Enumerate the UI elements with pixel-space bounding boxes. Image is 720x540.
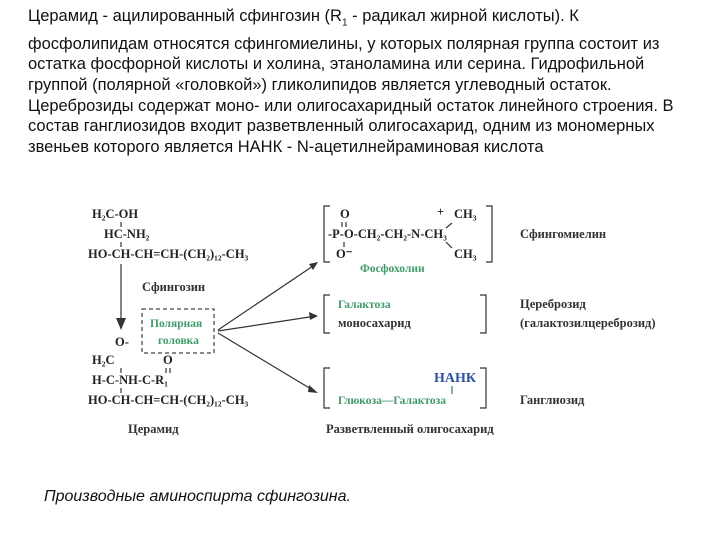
phosphocholine-main-line: -P-O-CH₂-CH₂-N-CH₃: [328, 227, 447, 241]
branched-oligosaccharide-label: Разветвленный олигосахарид: [326, 422, 494, 436]
phosphate-o-top: O: [340, 207, 350, 221]
phosphocholine-bracket-right: [486, 206, 492, 262]
galactose-label: Галактоза: [338, 299, 391, 311]
sphingosine-line-1: H₂C-OH: [92, 207, 139, 221]
nank-label: НАНК: [434, 371, 477, 386]
ceramide-line-bottom: HO-CH-CH=CH-(CH₂)₁₂-CH₃: [88, 393, 249, 407]
monosaccharide-label: моносахарид: [338, 316, 411, 330]
oligosaccharide-bracket-left: [324, 368, 330, 408]
intro-text-rest: - радикал жирной кислоты). К фосфолипидам относятся сфингомиелины, у которых полярная группа состоит из остатка фосфорной кислоты и холина, этаноламина или серина. Гидрофильной группой (полярной «головкой») гликолипидов является углеводный остаток. Цереброзиды содержат моно- или олигосахаридный остаток линейного строения. В состав ганглиозидов входит разветвленный олигосахарид, одним из мономерных звеньев которого является НАНК - N-ацетилнейраминовая кислота: [28, 7, 674, 156]
choline-bond-bottom: [446, 242, 452, 248]
sphingosine-structure: [88, 207, 249, 261]
sphingosine-label: Сфингозин: [142, 280, 206, 294]
choline-ch3-top: CH₃: [454, 207, 477, 221]
polar-head-line-1: Полярная: [150, 318, 203, 330]
arrow-to-monosaccharide: [218, 316, 316, 331]
sphingosine-line-2: HC-NH₂: [104, 227, 150, 241]
choline-plus: +: [437, 205, 445, 219]
ceramide-label: Церамид: [128, 422, 179, 436]
monosaccharide-bracket-right: [480, 295, 486, 333]
monosaccharide-bracket-left: [324, 295, 330, 333]
polar-head-line-2: головка: [158, 335, 199, 347]
choline-bond-top: [446, 223, 452, 228]
cerebroside-label: Цереброзид: [520, 297, 586, 311]
arrowhead-phosphocholine: [309, 262, 318, 270]
ceramide-o-dash: O-: [115, 335, 129, 349]
intro-text-start: Церамид - ацилированный сфингозин (R: [28, 7, 342, 25]
ceramide-line-mid: H-C-NH-C-R₁: [92, 373, 168, 387]
ceramide-h2c: H₂C: [92, 353, 115, 367]
phosphate-o-bottom: O⁻: [336, 247, 353, 261]
ganglioside-label: Ганглиозид: [520, 393, 585, 407]
arrow-to-phosphocholine: [218, 264, 316, 330]
sphingomyelin-label: Сфингомиелин: [520, 227, 607, 241]
arrow-to-oligosaccharide: [218, 333, 316, 392]
glucose-galactose-label: Глюкоза—Галактоза: [338, 395, 446, 407]
figure-caption: Производные аминоспирта сфингозина.: [44, 488, 351, 505]
intro-subscript: 1: [341, 17, 348, 29]
phosphocholine-label: Фосфохолин: [360, 263, 425, 275]
down-arrow-head: [116, 318, 126, 330]
galactosylcerebroside-label: (галактозилцереброзид): [520, 316, 656, 330]
arrowhead-monosaccharide: [309, 312, 318, 320]
sphingosine-line-3: HO-CH-CH=CH-(CH₂)₁₂-CH₃: [88, 247, 249, 261]
choline-ch3-bottom: CH₃: [454, 247, 477, 261]
oligosaccharide-bracket-right: [480, 368, 486, 408]
ceramide-carbonyl-o: O: [163, 353, 173, 367]
arrowhead-oligosaccharide: [308, 385, 318, 393]
